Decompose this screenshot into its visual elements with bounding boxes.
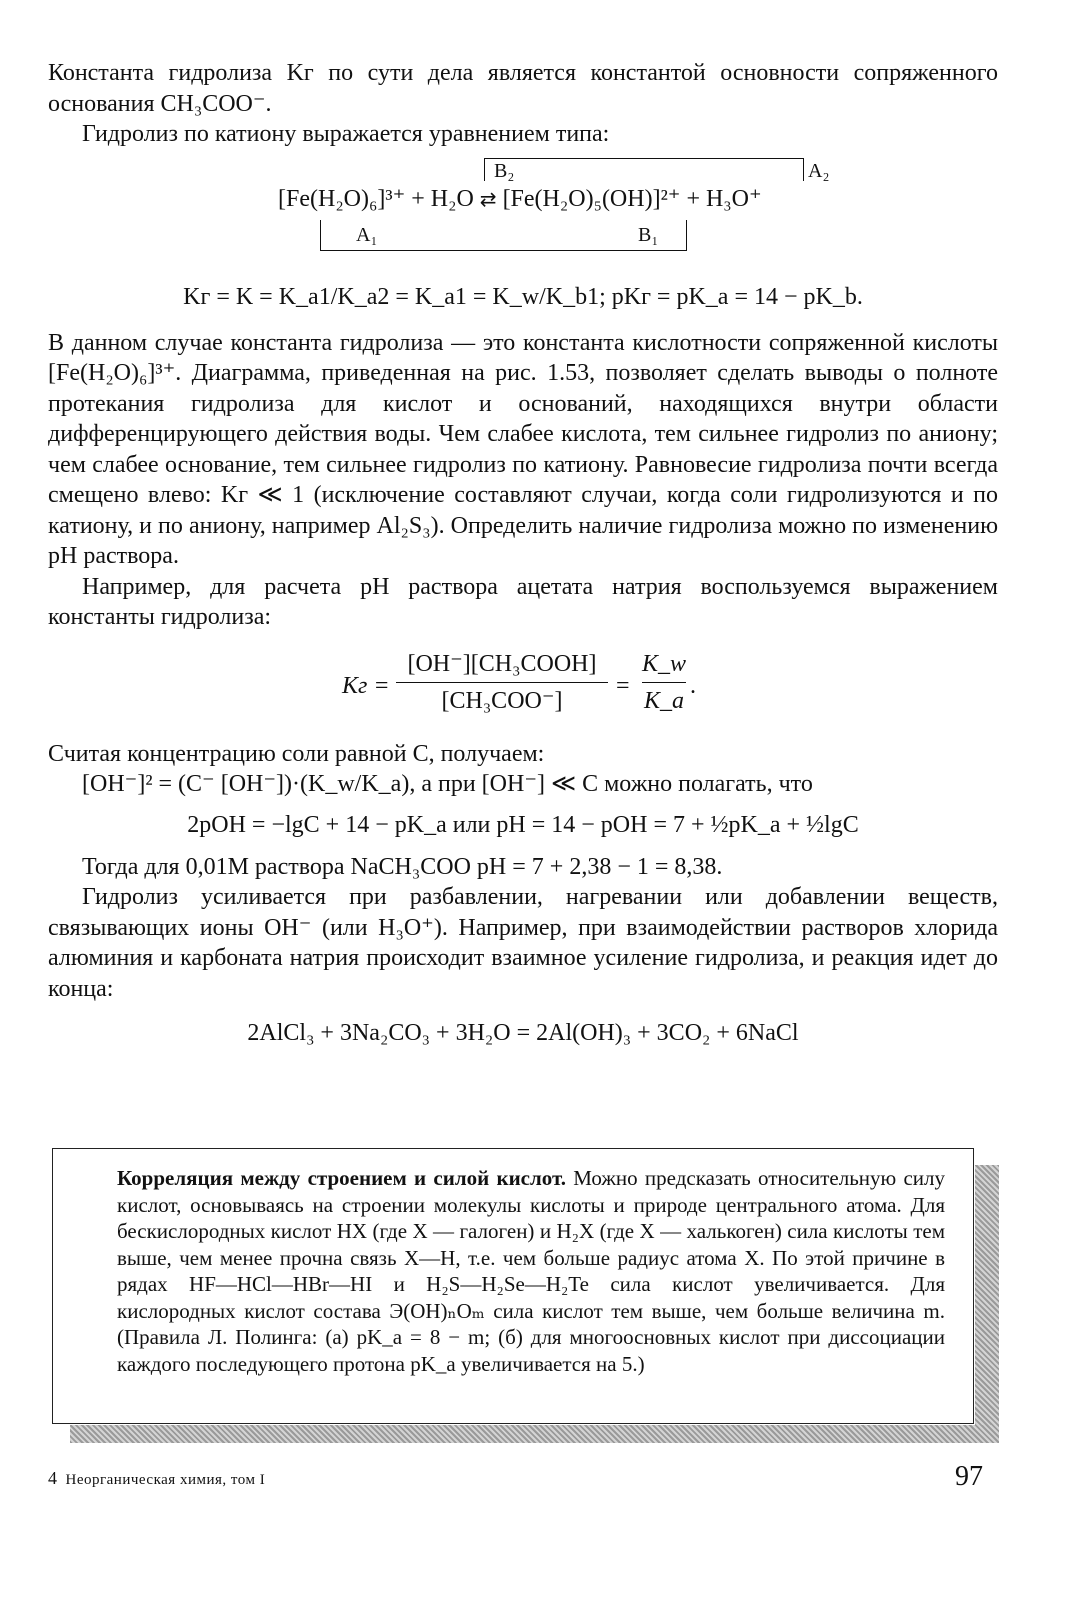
book-title: Неорганическая химия, том I xyxy=(65,1472,266,1488)
scheme-right-side: [Fe(H₂O)₅(OH)]²⁺ + H₃O⁺ xyxy=(502,185,762,212)
equation-poh: 2pOH = −lgC + 14 − pK_a или pH = 14 − pOH = 7 + ½pK_a + ½lgC xyxy=(187,811,859,838)
page-number: 97 xyxy=(955,1461,983,1492)
scheme-label-a1: A₁ xyxy=(356,223,378,246)
fraction-bar-2 xyxy=(642,682,686,683)
paragraph-hydrolysis-enhancement: Гидролиз усиливается при разбавлении, нагревании или добавлении веществ, связывающих ионы OH⁻ (или H₃O⁺). Например, при взаимодействии растворов хлорида алюминия и карбоната натрия происходит взаимное усиление гидролиза, и реакция идет до конца: xyxy=(48,884,998,1002)
box-heading: Корреляция между строением и силой кислот. xyxy=(117,1166,566,1190)
fraction-kw: K_w xyxy=(642,650,687,677)
box-paragraph xyxy=(117,1165,945,1377)
scheme-left-side: [Fe(H₂O)₆]³⁺ + H₂O xyxy=(278,185,474,212)
page-body xyxy=(48,58,998,1048)
equation-aluminium: 2AlCl₃ + 3Na₂CO₃ + 3H₂O = 2Al(OH)₃ + 3CO₂ + 6NaCl xyxy=(247,1020,799,1046)
paragraph-ph-result: Тогда для 0,01М раствора NaCH₃COO pH = 7 + 2,38 − 1 = 8,38. xyxy=(82,853,723,880)
box-shadow-bottom xyxy=(70,1425,999,1443)
scheme-equation xyxy=(278,184,762,213)
signature-number: 4 xyxy=(48,1468,58,1488)
reaction-scheme xyxy=(48,156,998,274)
box-shadow-right xyxy=(975,1165,999,1443)
footer-signature xyxy=(48,1468,265,1489)
fraction-numerator: [OH⁻][CH₃COOH] xyxy=(407,650,597,677)
sidebar-box xyxy=(52,1148,974,1424)
fraction-kw-ka xyxy=(642,649,686,716)
paragraph-cation-hydrolysis: Гидролиз по катиону выражается уравнением типа: xyxy=(82,121,610,147)
fraction-denominator: [CH₃COO⁻] xyxy=(441,687,563,714)
fraction-lhs: Kг = xyxy=(342,672,390,699)
equation-constants: Kг = K = K_a1/K_a2 = K_a1 = K_w/K_b1; pKг = pK_a = 14 − pK_b. xyxy=(183,283,863,310)
scheme-label-b1: B₁ xyxy=(638,223,659,246)
fraction-equals: = xyxy=(616,672,630,699)
equilibrium-arrow-icon: ⇄ xyxy=(479,186,497,211)
scheme-label-b2: B₂ xyxy=(494,159,515,182)
fraction-concentrations xyxy=(396,649,608,716)
paragraph-salt-concentration: Считая концентрацию соли равной C, получаем: xyxy=(48,740,545,767)
fraction-bar xyxy=(396,682,608,683)
paragraph-hydrolysis-constant: Константа гидролиза Kг по сути дела является константой основности сопряженного основания CH₃COO⁻. xyxy=(48,60,998,117)
equation-fraction xyxy=(48,649,998,735)
box-text: Можно предсказать относительную силу кислот, основываясь на строении молекулы кислоты и природе центрального атома. Для бескислородных кислот HX (где X — галоген) и H₂X (где X — халькоген) сила кислоты тем выше, чем менее прочна связь X—H, т.е. чем больше радиус атома X. По этой причине в рядах HF—HCl—HBr—HI и H₂S—H₂Se—H₂Te сила кислот увеличивается. Для кислородных кислот состава Э(OH)ₙOₘ сила кислот тем выше, чем больше величина m. (Правила Л. Полинга: (а) pK_a = 8 − m; (б) для многоосновных кислот при диссоциации каждого последующего протона pK_a увеличивается на 5.) xyxy=(117,1166,945,1376)
paragraph-sodium-acetate: Например, для расчета pH раствора ацетата натрия воспользуемся выражением константы гидролиза: xyxy=(48,573,998,630)
fraction-ka: K_a xyxy=(643,687,684,714)
paragraph-conjugate-acid: В данном случае константа гидролиза — это константа кислотности сопряженной кислоты [Fe(H₂O)₆]³⁺. Диаграмма, приведенная на рис. 1.53, позволяет сделать выводы о полноте протекания гидролиза для кислот и оснований, находящихся внутри области дифференцирующего действия воды. Чем слабее кислота, тем сильнее гидролиз по аниону; чем слабее основание, тем сильнее гидролиз по катиону. Равновесие гидролиза почти всегда смещено влево: Kг ≪ 1 (исключение составляют случаи, когда соли гидролизуются и по катиону, и по аниону, например Al₂S₃). Определить наличие гидролиза можно по изменению pH раствора. xyxy=(48,329,998,569)
fraction-period: . xyxy=(690,672,696,699)
scheme-label-a2: A₂ xyxy=(808,159,830,182)
paragraph-oh-expression: [OH⁻]² = (C⁻ [OH⁻])·(K_w/K_a), а при [OH⁻] ≪ C можно полагать, что xyxy=(82,771,813,797)
scheme-bracket-top xyxy=(484,158,804,181)
